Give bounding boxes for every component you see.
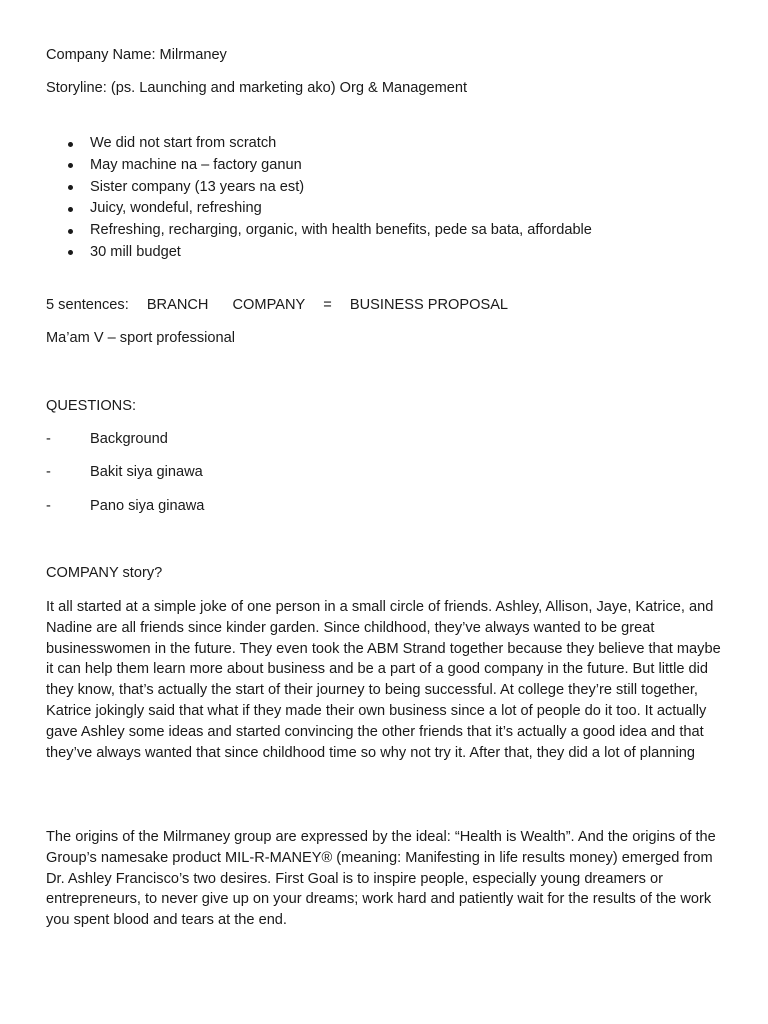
storyline-line: Storyline: (ps. Launching and marketing ako) Org & Management (46, 80, 468, 96)
branch-text: BRANCH (146, 297, 209, 313)
question-item (46, 496, 204, 517)
sentences-line (46, 295, 508, 316)
equals-sign: = (323, 297, 332, 313)
origins-paragraph: The origins of the Milrmaney group are expressed by the ideal: “Health is Wealth”. And the origins of the Group’s namesake product MIL-R-MANEY® (meaning: Manifesting in life results money) emerged from Dr. Ashley Francisco’s two desires. First Goal is to inspire people, especially young dreamers or entrepreneurs, to never give up on your dreams; work hard and patiently wait for the results of the work you spent blood and tears at the end. (46, 829, 716, 929)
sentences-label: 5 sentences: (46, 297, 129, 313)
company-story-heading: COMPANY story? (46, 565, 163, 581)
bullet-list (46, 133, 592, 264)
bullet-item: Sister company (13 years na est) (46, 177, 592, 199)
bullet-item: Juicy, wondeful, refreshing (46, 198, 592, 220)
bullet-item: We did not start from scratch (46, 133, 592, 155)
bullet-item: 30 mill budget (46, 242, 592, 264)
questions-heading: QUESTIONS: (46, 398, 137, 414)
story-paragraph: It all started at a simple joke of one person in a small circle of friends. Ashley, Allison, Jaye, Katrice, and Nadine are all friends since kinder garden. Since childhood, they’ve always wanted to be great businesswomen in the future. They even took the ABM Strand together because they believe that maybe it can help them learn more about business and be a part of a good company in the future. But little did they know, that’s actually the start of their journey to being successful. At college they’re still together, Katrice jokingly said that what if they made their own business since a lot of people do it too. It actually gave Ashley some ideas and started convincing the other friends that it’s actually a good idea and that they’ve always wanted that since childhood time so why not try it. After that, they did a lot of planning (46, 599, 721, 761)
dash-marker: - (46, 498, 51, 514)
question-item (46, 462, 203, 483)
dash-marker: - (46, 464, 51, 480)
question-item (46, 429, 168, 450)
question-text: Bakit siya ginawa (90, 464, 203, 480)
question-text: Pano siya ginawa (90, 498, 205, 514)
maam-line: Ma’am V – sport professional (46, 330, 235, 346)
business-proposal-text: BUSINESS PROPOSAL (349, 297, 509, 313)
bullet-item: Refreshing, recharging, organic, with health benefits, pede sa bata, affordable (46, 220, 592, 242)
question-text: Background (90, 431, 168, 447)
bullet-item: May machine na – factory ganun (46, 155, 592, 177)
company-name-line: Company Name: Milrmaney (46, 47, 227, 63)
company-text: COMPANY (232, 297, 306, 313)
dash-marker: - (46, 431, 51, 447)
